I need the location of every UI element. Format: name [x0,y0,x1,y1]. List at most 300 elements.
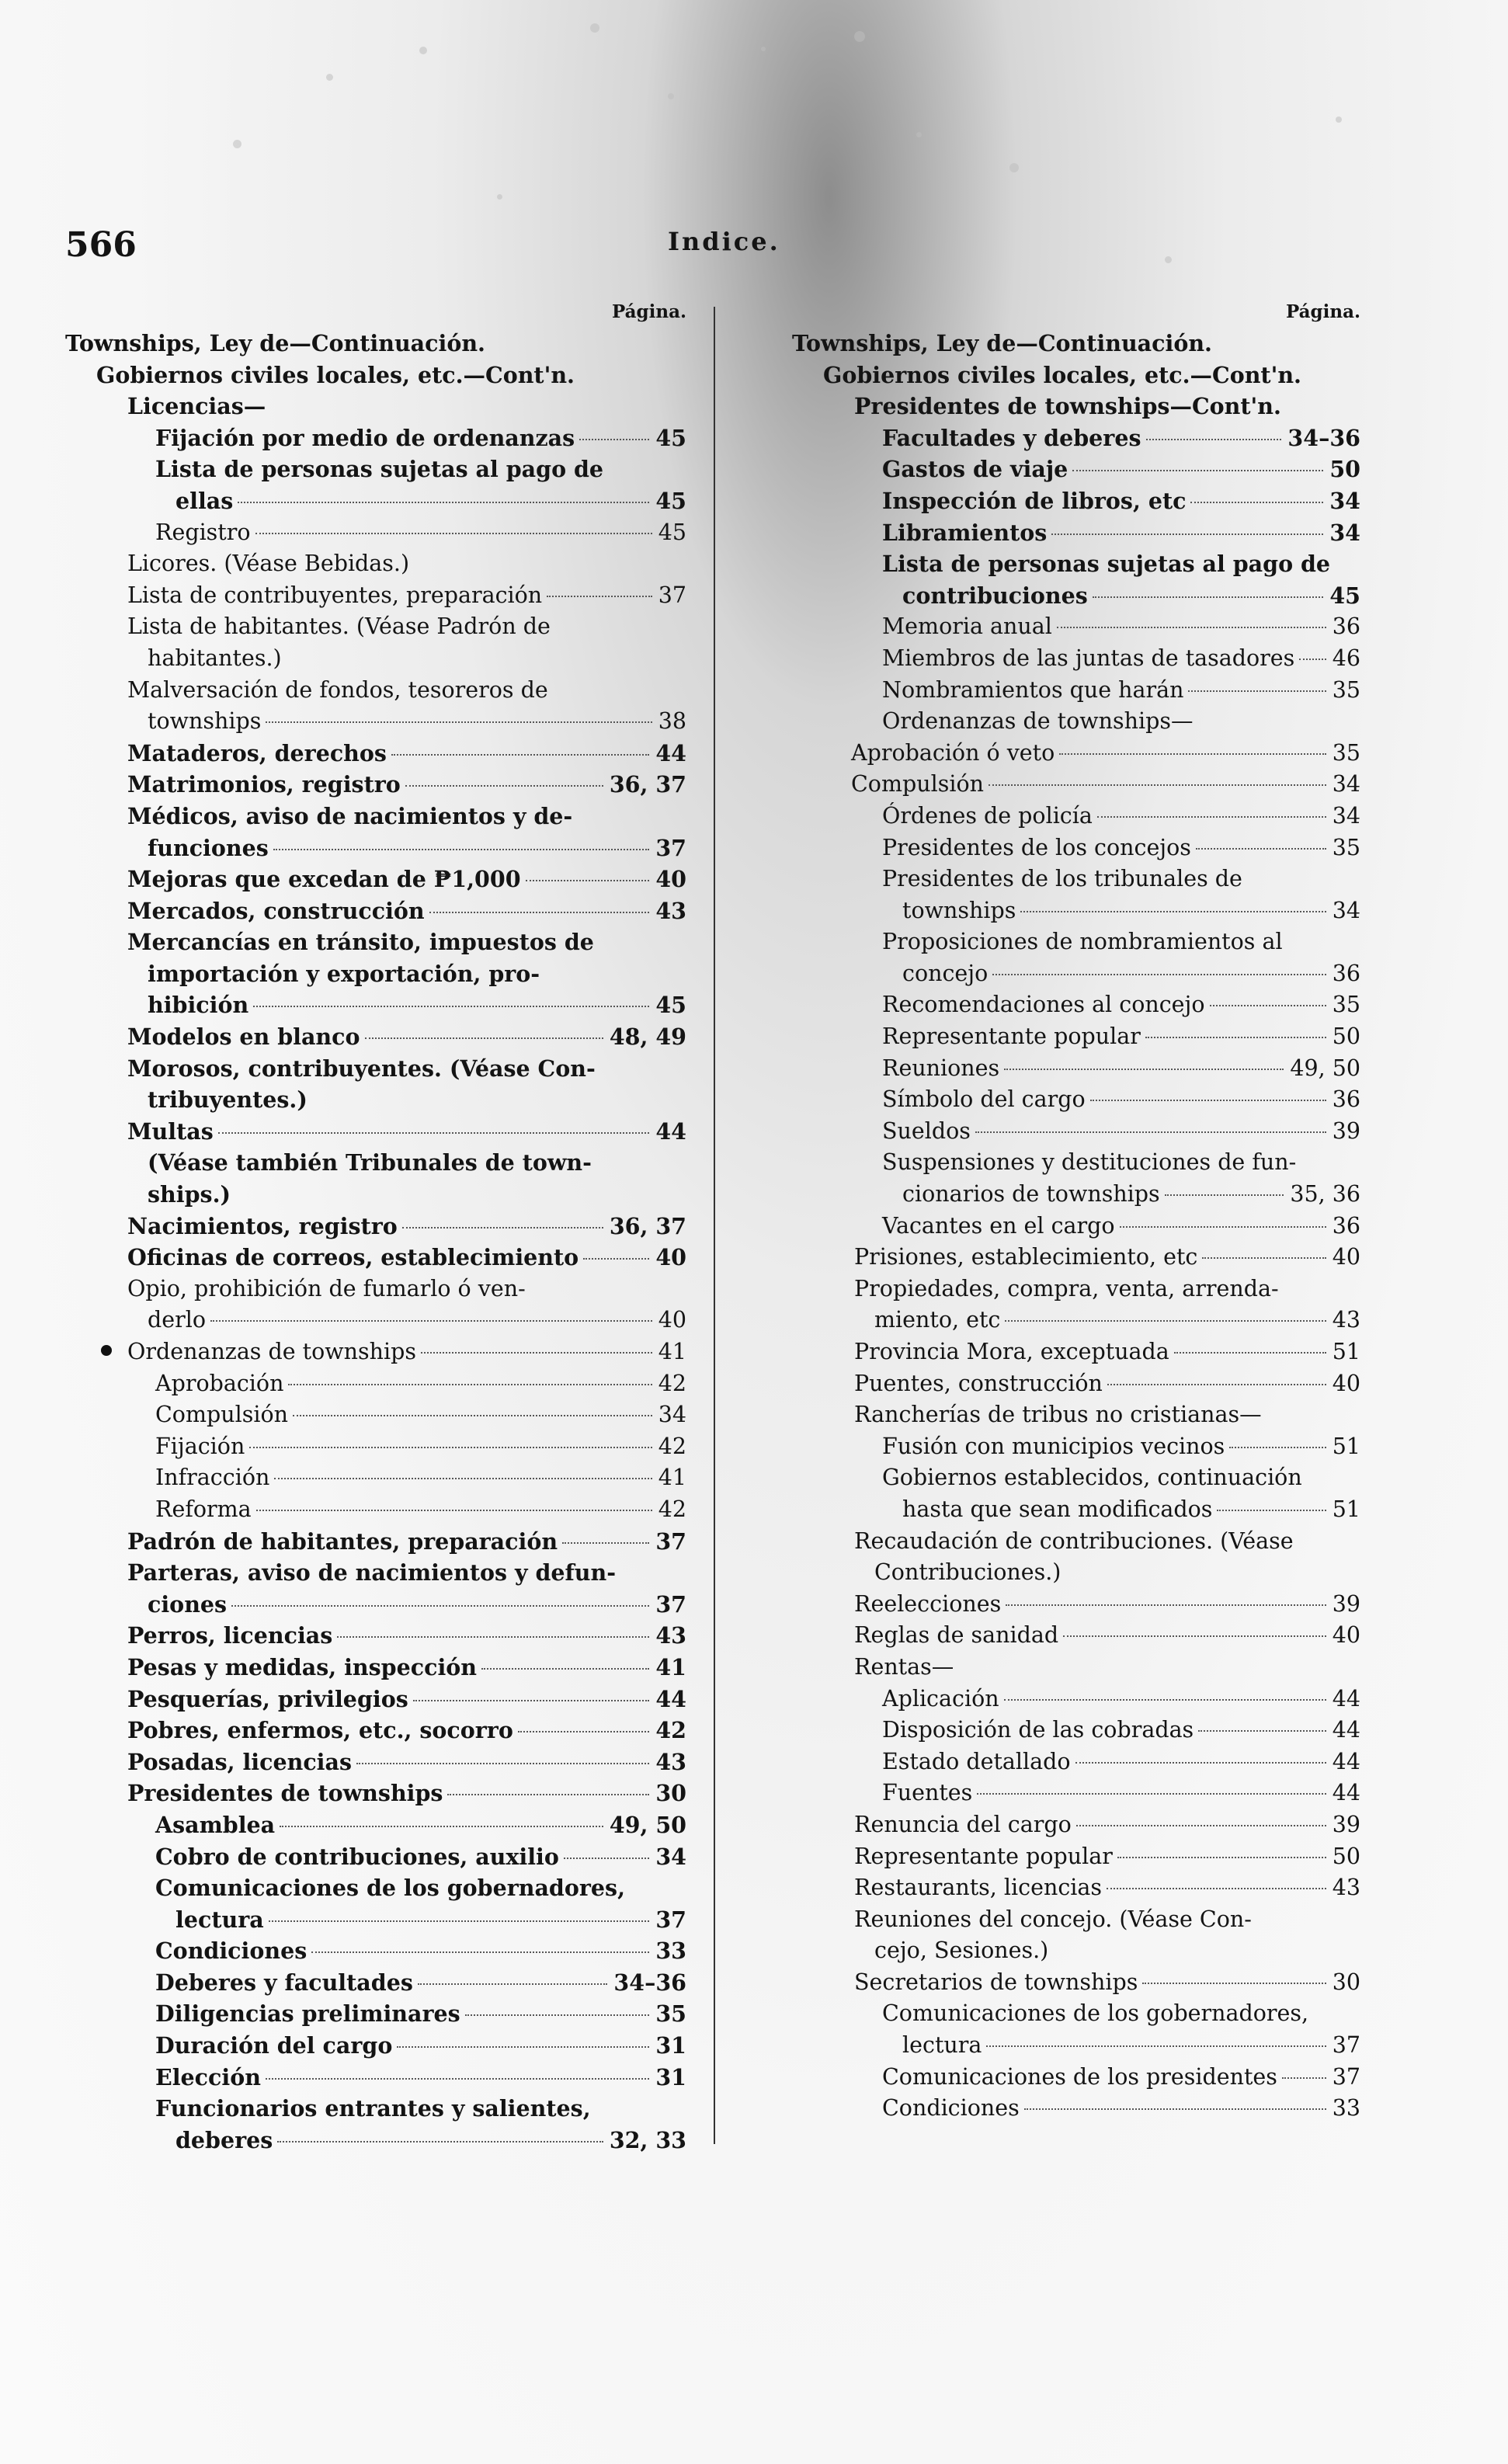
index-entry [65,1998,686,2030]
entry-text: concejo [902,960,989,986]
entry-text: Recomendaciones al concejo [882,992,1205,1018]
paper-speck [854,31,865,42]
entry-text: Licencias— [127,393,266,420]
index-entry [65,1368,686,1400]
entry-text: Ordenanzas de townships— [882,708,1194,735]
entry-text: Oficinas de correos, establecimiento [127,1244,579,1271]
entry-line [851,769,1360,801]
dot-leader [975,1131,1326,1133]
dot-leader [1217,1510,1326,1511]
entry-line [127,864,686,895]
entry-line [882,801,1360,832]
dot-leader [218,1132,650,1134]
dot-leader [256,1510,652,1511]
dot-leader [583,1258,649,1260]
entry-line [155,2062,686,2094]
entry-line [792,328,1360,360]
index-entry [65,1211,686,1242]
entry-text: Mercados, construcción [127,897,425,924]
dot-leader [992,974,1326,975]
dot-leader [1146,439,1282,440]
entry-line [127,643,686,675]
entry-text: Representante popular [882,1023,1141,1050]
entry-line [127,769,686,801]
entry-text: Fuentes [882,1780,973,1806]
entry-text: Estado detallado [882,1748,1071,1774]
entry-line [127,675,686,707]
entry-line [854,1935,1360,1967]
bullet-mark-icon [101,1345,112,1356]
entry-line [854,1399,1360,1431]
entry-text: Funcionarios entrantes y salientes, [155,2095,591,2122]
entry-line [155,1841,686,1873]
dot-leader [280,1826,603,1827]
entry-line [127,1620,686,1652]
entry-text: Padrón de habitantes, preparación [127,1527,558,1555]
dot-leader [356,1763,649,1764]
index-entry [792,1715,1360,1746]
entry-text: Gastos de viaje [882,456,1068,483]
index-column-right [792,301,1360,2125]
entry-line [127,1778,686,1809]
entry-line [851,738,1360,770]
entry-line [854,1967,1360,1999]
entry-text: Modelos en blanco [127,1023,360,1051]
page-reference: 37 [658,582,686,608]
entry-text: Pobres, enfermos, etc., socorro [127,1717,513,1744]
entry-line [882,580,1360,612]
entry-line [882,1778,1360,1809]
index-column-left [65,301,686,2156]
dot-leader [210,1320,652,1322]
entry-text: Malversación de fondos, tesoreros de [127,676,548,703]
dot-leader [1075,1762,1326,1764]
paper-speck [1009,163,1019,172]
entry-text: Presidentes de townships [127,1780,443,1807]
index-entry [65,454,686,516]
entry-line [882,517,1360,549]
page-reference: 36 [1332,613,1360,640]
paper-speck [1336,116,1342,123]
dot-leader [266,2078,649,2080]
page-reference: 36, 37 [609,1212,686,1239]
page-reference: 44 [1332,1685,1360,1712]
entry-text: Reuniones del concejo. (Véase Con- [854,1906,1252,1932]
entry-text: Presidentes de los tribunales de [882,866,1242,892]
entry-text: Lista de personas sujetas al pago de [155,456,604,483]
page-reference: 30 [1332,1969,1360,1995]
index-entry [792,1336,1360,1368]
entry-text: Reforma [155,1496,252,1522]
dot-leader [518,1731,649,1732]
index-entry [65,548,686,580]
entry-line [882,958,1360,990]
page-reference: 34 [1332,802,1360,829]
page-reference: 42 [655,1717,686,1744]
entry-line [127,1116,686,1148]
entry-line [155,1431,686,1463]
entry-text: Comunicaciones de los presidentes [882,2063,1277,2090]
entry-text: Posadas, licencias [127,1748,353,1775]
entry-line [155,2093,686,2125]
page-reference: 40 [658,1307,686,1333]
entry-text: Townships, Ley de—Continuación. [792,330,1212,356]
index-entry [792,738,1360,770]
entry-text: cejo, Sesiones.) [874,1937,1049,1964]
dot-leader [1165,1194,1284,1196]
index-entry [792,1778,1360,1809]
index-entry [65,1841,686,1873]
entry-text: Contribuciones.) [874,1559,1062,1586]
entry-text: Rentas— [854,1653,954,1680]
entry-text: Nombramientos que harán [882,676,1184,703]
entry-line [854,1620,1360,1652]
entry-line [882,706,1360,738]
index-entry [792,391,1360,422]
index-entry [792,1684,1360,1715]
entry-line [127,611,686,643]
entry-line [882,548,1360,580]
index-entry [792,1809,1360,1841]
entry-text: Duración del cargo [155,2032,393,2059]
entry-text: Mataderos, derechos [127,739,387,766]
index-entry [65,1746,686,1778]
entry-line [127,706,686,738]
page-reference: 40 [1332,1370,1360,1396]
index-entry [65,1809,686,1841]
entry-line [854,1904,1360,1936]
page-reference: 37 [1332,2032,1360,2059]
dot-leader [1190,502,1323,503]
page-reference: 38 [658,708,686,735]
entry-text: Deberes y facultades [155,1969,413,1996]
index-entry [792,675,1360,707]
entry-text: tribuyentes.) [148,1086,308,1114]
page-reference: 50 [1332,1843,1360,1869]
page-reference: 43 [655,1748,686,1775]
entry-text: Inspección de libros, etc [882,487,1187,514]
entry-line [65,328,686,360]
entry-line [854,1809,1360,1841]
entry-line [155,1967,686,1999]
entry-line [882,1462,1360,1494]
page-reference: 42 [658,1433,686,1459]
dot-leader [238,502,649,503]
entry-line [127,1557,686,1589]
entry-line [854,391,1360,422]
entry-text: Mejoras que excedan de ₱1,000 [127,866,521,893]
index-entry [65,1021,686,1053]
page-reference: 51 [1332,1339,1360,1364]
index-entry [792,1116,1360,1148]
index-entry [65,580,686,612]
column-divider [714,307,715,2144]
entry-text: Perros, licencias [127,1622,333,1649]
entry-line [155,485,686,517]
dot-leader [1107,1888,1326,1889]
page-reference: 50 [1332,1023,1360,1050]
dot-leader [1117,1857,1326,1858]
dot-leader [277,2141,603,2143]
entry-text: Opio, prohibición de fumarlo ó ven- [127,1275,526,1302]
entry-line [127,1746,686,1778]
entry-text: Vacantes en el cargo [882,1212,1115,1239]
entry-line [882,1116,1360,1148]
paper-speck [1165,256,1172,263]
entry-line [127,801,686,832]
entry-line [127,391,686,422]
page-reference: 41 [658,1465,686,1491]
entry-text: Pesquerías, privilegios [127,1685,408,1712]
index-entry [792,1053,1360,1085]
dot-leader [481,1668,649,1670]
index-entry [792,801,1360,832]
entry-line [155,1904,686,1936]
entry-text: Aplicación [882,1685,999,1712]
entry-text: Restaurants, licencias [854,1875,1103,1901]
page-reference: 31 [655,2063,686,2090]
page-reference: 41 [658,1339,686,1364]
index-entry [65,1526,686,1558]
index-entry [65,2030,686,2062]
entry-text: deberes [175,2126,273,2153]
index-entry [65,391,686,422]
index-entry [792,1998,1360,2061]
index-entry [792,864,1360,926]
entry-line [882,989,1360,1021]
entry-text: Lista de personas sujetas al pago de [882,551,1331,578]
index-entry [792,360,1360,391]
page-reference: 33 [655,1937,686,1965]
entry-line [882,1179,1360,1211]
index-entry [792,1368,1360,1400]
dot-leader [1174,1352,1326,1354]
entry-text: Reelecciones [854,1590,1002,1617]
index-entry [792,989,1360,1021]
entry-text: Condiciones [155,1937,308,1965]
index-entry [792,548,1360,611]
dot-leader [397,2046,649,2048]
index-entry [792,454,1360,485]
entry-line [882,1021,1360,1053]
dot-leader [274,1478,651,1479]
entry-line [155,454,686,485]
entry-text: Reuniones [882,1055,1000,1081]
page-reference: 51 [1332,1496,1360,1522]
entry-text: Sueldos [882,1117,971,1144]
page-reference: 37 [655,1906,686,1933]
index-entry [792,328,1360,360]
index-entry [792,422,1360,454]
entry-text: Ordenanzas de townships [127,1339,416,1364]
index-entry [65,517,686,549]
entry-line [155,2030,686,2062]
index-entry [65,328,686,360]
page-reference: 42 [658,1370,686,1396]
page-reference: 41 [655,1653,686,1680]
index-entry [792,1904,1360,1967]
index-entry [65,675,686,738]
entry-line [155,1872,686,1904]
entry-text: Rancherías de tribus no cristianas— [854,1402,1262,1428]
index-entry [792,1872,1360,1904]
dot-leader [986,2045,1326,2047]
entry-line [127,1336,686,1368]
dot-leader [526,880,650,881]
index-entry [792,1084,1360,1116]
page-reference: 40 [655,866,686,893]
page-reference: 43 [655,897,686,924]
entry-text: Diligencias preliminares [155,2000,460,2028]
index-entry [65,2062,686,2094]
dot-leader [288,1384,651,1385]
page-reference: 45 [1329,582,1360,609]
entry-line [854,1526,1360,1558]
entry-line [882,1147,1360,1179]
entry-text: importación y exportación, pro- [148,960,540,987]
entry-text: Gobiernos civiles locales, etc.—Cont'n. [96,361,575,388]
index-entry [792,1274,1360,1336]
entry-text: Puentes, construcción [854,1370,1103,1396]
page-reference: 37 [1332,2063,1360,2090]
entry-line [127,1715,686,1746]
entry-text: Prisiones, establecimiento, etc [854,1244,1198,1270]
entry-text: townships [148,708,262,735]
page-reference: 44 [655,1685,686,1712]
dot-leader [1142,1983,1326,1984]
index-entry [792,485,1360,517]
index-entry [792,1147,1360,1210]
dot-leader [1198,1730,1326,1732]
page-reference: 35 [1332,834,1360,860]
index-entry [792,1462,1360,1525]
entry-text: Presidentes de townships—Cont'n. [854,393,1281,420]
page-reference: 35 [1332,992,1360,1018]
dot-leader [1076,1825,1326,1826]
entry-text: Comunicaciones de los gobernadores, [155,1875,625,1902]
page-reference: 37 [655,1527,686,1555]
dot-leader [1020,911,1326,912]
dot-leader [413,1700,650,1701]
dot-leader [1188,690,1326,692]
page-reference: 49, 50 [1290,1055,1360,1081]
entry-line [155,422,686,454]
page-reference: 43 [1332,1307,1360,1333]
index-entry [792,611,1360,643]
page-reference: 36 [1332,960,1360,986]
entry-text: Gobiernos establecidos, continuación [882,1465,1302,1491]
entry-text: lectura [902,2032,982,2059]
dot-leader [562,1542,649,1544]
entry-line [127,738,686,770]
index-entry [65,1557,686,1620]
dot-leader [255,533,652,534]
entry-text: derlo [148,1307,207,1333]
entry-text: Propiedades, compra, venta, arrenda- [854,1275,1279,1302]
entry-line [155,1399,686,1431]
entry-text: Miembros de las juntas de tasadores [882,645,1295,671]
dot-leader [365,1037,603,1039]
entry-text: Símbolo del cargo [882,1086,1086,1113]
dot-leader [547,596,652,597]
entry-text: Compulsión [851,771,984,798]
entry-text: Parteras, aviso de nacimientos y defun- [127,1559,617,1586]
entry-line [882,1715,1360,1746]
index-entry [792,1620,1360,1652]
entry-line [127,580,686,612]
dot-leader [429,912,650,913]
index-entry [792,926,1360,989]
entry-text: (Véase también Tribunales de town- [148,1149,592,1176]
page-reference: 35 [1332,676,1360,703]
dot-leader [989,784,1326,786]
page-reference: 46 [1332,645,1360,671]
entry-text: ciones [148,1590,228,1618]
entry-text: Renuncia del cargo [854,1811,1072,1837]
index-entry [65,801,686,864]
entry-line [155,517,686,549]
page-reference: 45 [655,992,686,1019]
pagina-label: Página. [611,301,686,322]
index-entry [792,517,1360,549]
entry-line [882,2093,1360,2125]
entry-line [854,1274,1360,1305]
dot-leader [1006,1604,1326,1606]
page-reference: 43 [1332,1875,1360,1901]
entry-text: contribuciones [902,582,1088,609]
index-entry [792,1652,1360,1684]
page-reference: 34 [1329,519,1360,546]
page-reference: 44 [1332,1717,1360,1743]
entry-text: Representante popular [854,1843,1113,1869]
page-reference: 51 [1332,1433,1360,1459]
entry-text: Fijación por medio de ordenanzas [155,424,575,451]
entry-text: Órdenes de policía [882,802,1093,829]
dot-leader [1072,470,1323,471]
entry-line [127,548,686,580]
index-entry [65,1778,686,1809]
dot-leader [1004,1699,1326,1701]
dot-leader [1057,627,1326,628]
entry-line [882,1053,1360,1085]
dot-leader [293,1415,652,1416]
entry-line [882,2030,1360,2062]
entry-line [882,1684,1360,1715]
entry-text: Proposiciones de nombramientos al [882,929,1283,955]
page-reference: 39 [1332,1117,1360,1144]
entry-line [823,360,1360,391]
page-reference: 42 [658,1496,686,1522]
entry-text: Facultades y deberes [882,424,1141,451]
entry-text: Nacimientos, registro [127,1212,398,1239]
index-entry [792,1242,1360,1274]
paper-speck [761,47,766,51]
paper-speck [326,74,333,81]
page-reference: 36, 37 [609,771,686,798]
entry-text: Libramientos [882,519,1048,546]
page-reference: 35 [655,2000,686,2028]
index-entry [65,864,686,895]
dot-leader [1024,2108,1326,2110]
page-reference: 34–36 [613,1969,686,1996]
page-reference: 30 [655,1780,686,1807]
index-entry [65,926,686,1021]
entry-line [854,1557,1360,1589]
entry-line [127,1179,686,1211]
entry-line [127,1684,686,1715]
dot-leader [337,1636,649,1638]
index-entry [65,1967,686,1999]
